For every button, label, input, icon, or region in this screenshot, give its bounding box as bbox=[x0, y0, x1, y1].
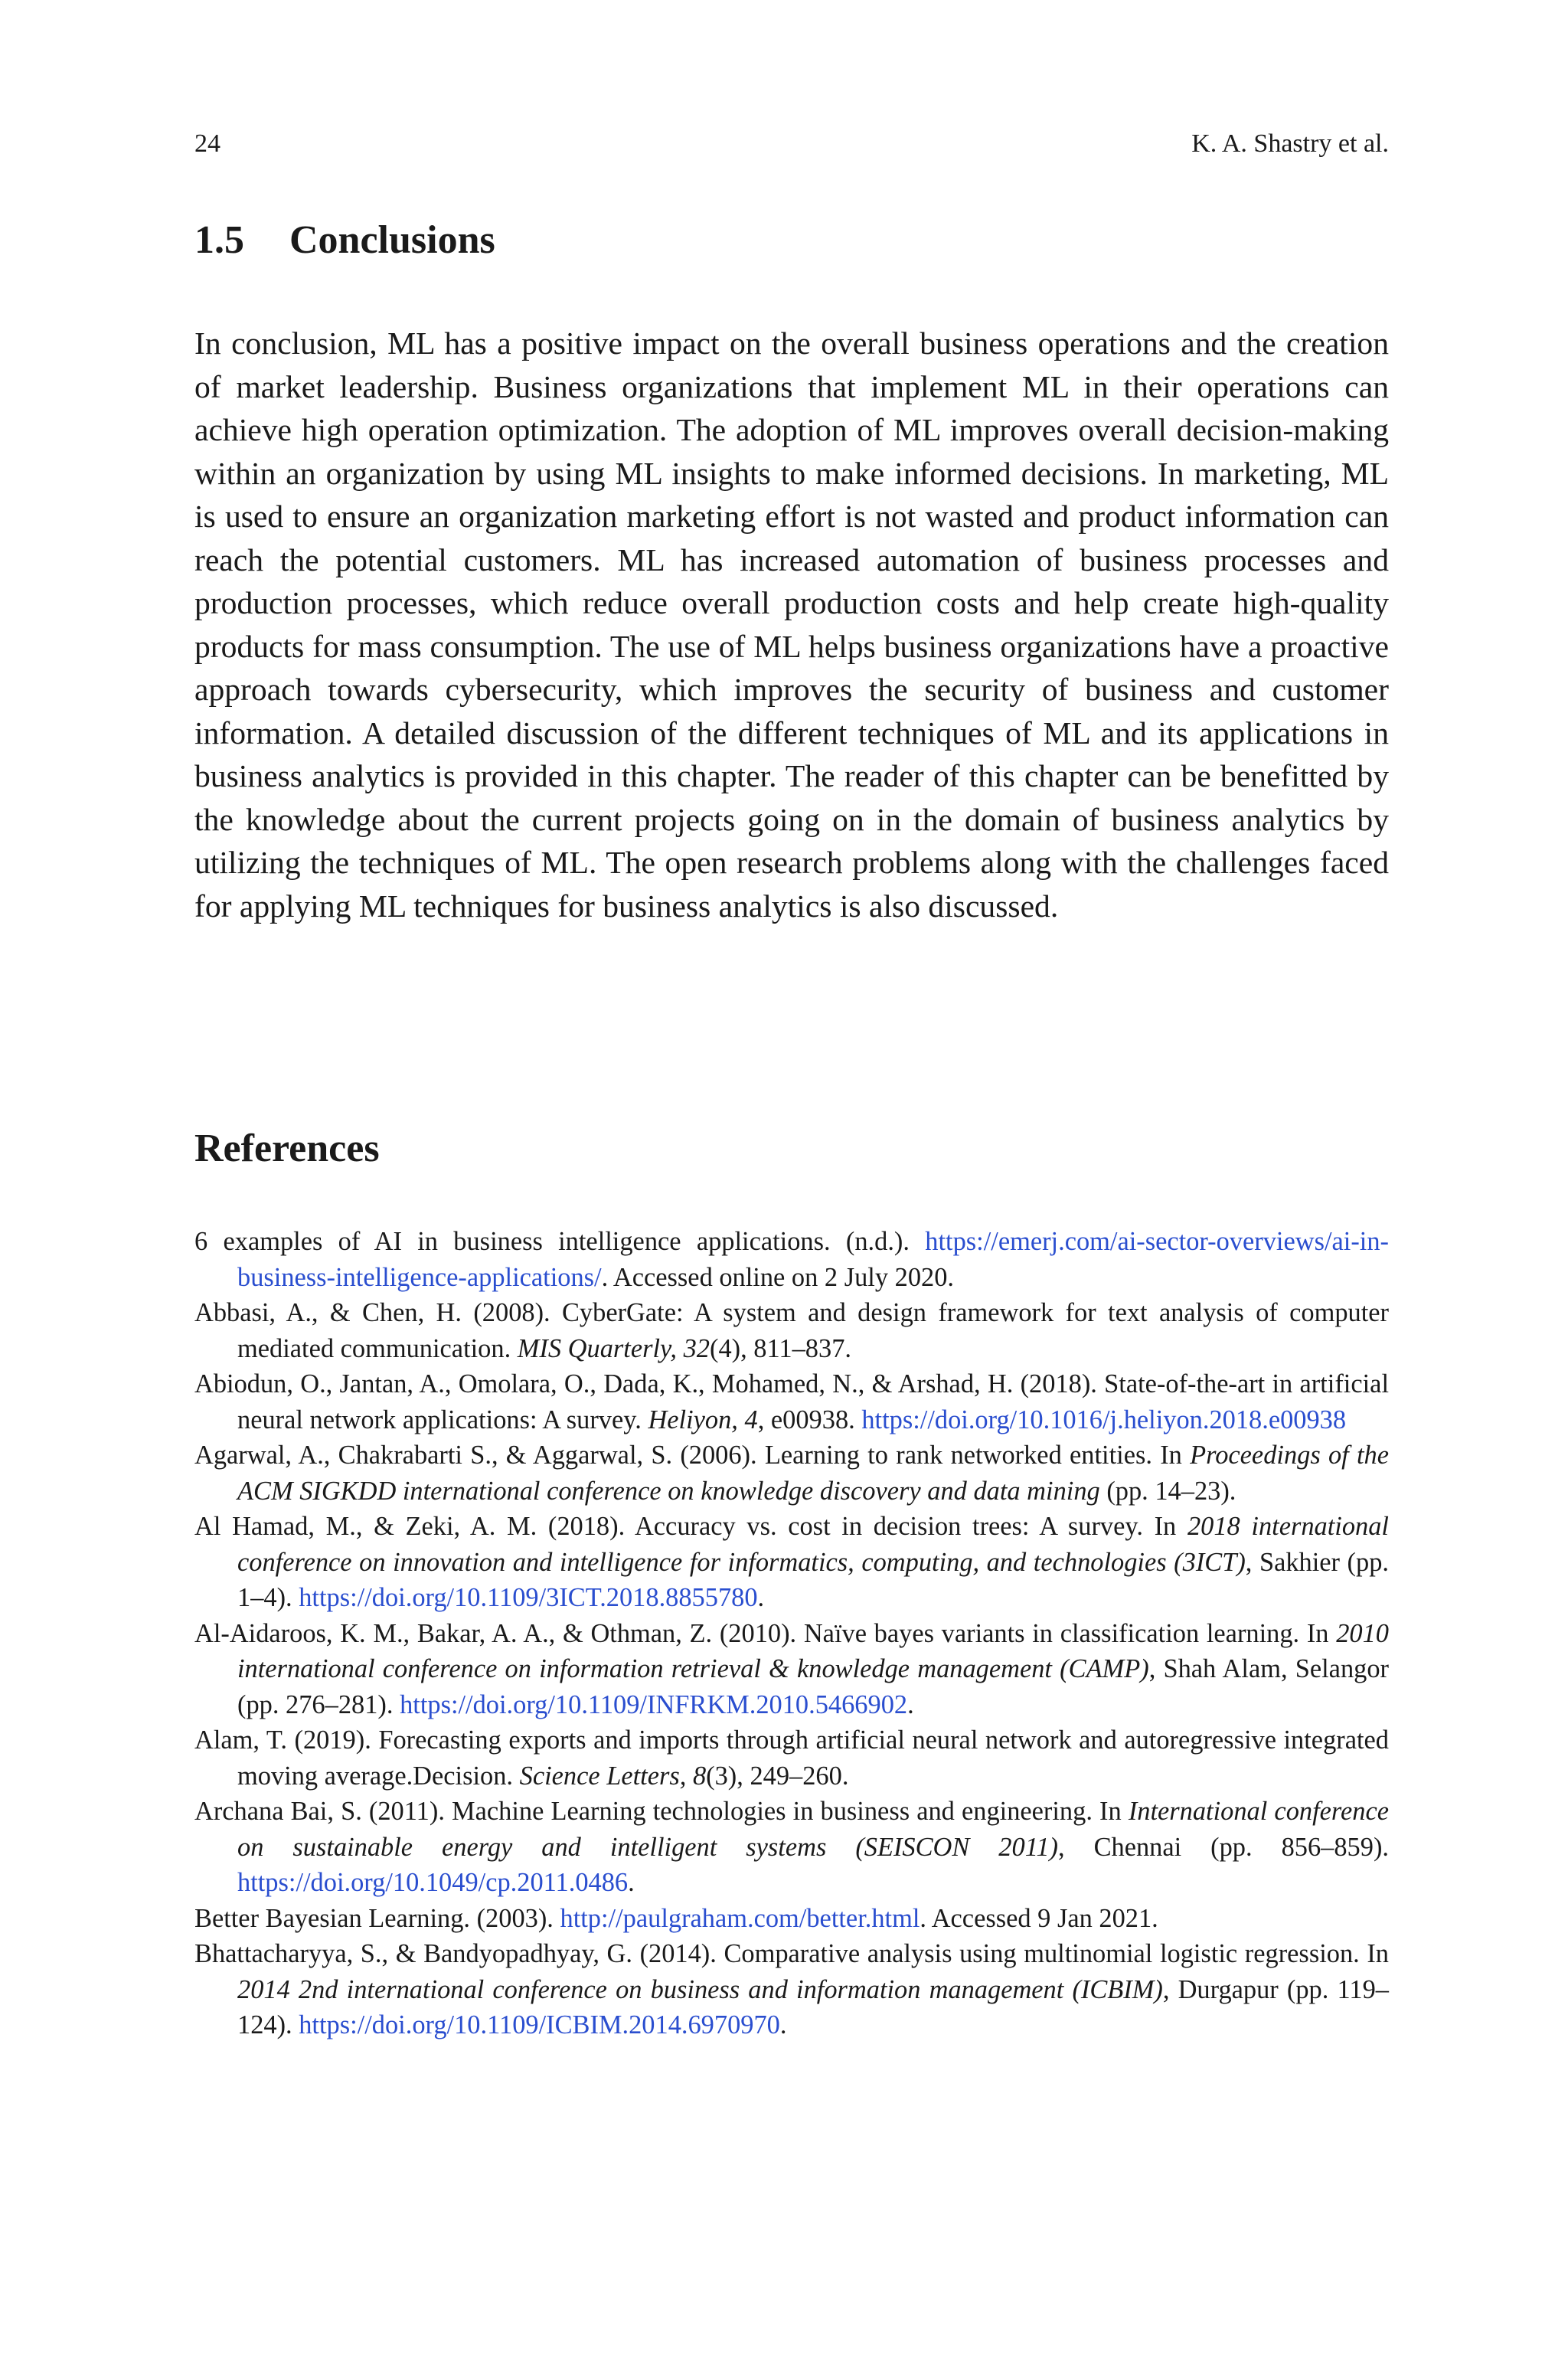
reference-text: Al Hamad, M., & Zeki, A. M. (2018). Accuracy vs. cost in decision trees: A survey. In bbox=[194, 1512, 1187, 1541]
reference-mid: , e00938. bbox=[757, 1405, 862, 1434]
running-head-authors: K. A. Shastry et al. bbox=[1191, 129, 1389, 158]
reference-mid: , Chennai (pp. 856–859). bbox=[1058, 1832, 1389, 1862]
reference-item bbox=[194, 1438, 1389, 1509]
references-heading: References bbox=[194, 1127, 380, 1170]
reference-link[interactable]: https://emerj.com/ai-sector-overviews/ai-in-business-intelligence-applications/ bbox=[237, 1227, 1389, 1292]
reference-text: Bhattacharyya, S., & Bandyopadhyay, G. (2014). Comparative analysis using multinomial logistic regression. In bbox=[194, 1939, 1389, 1968]
reference-source: 2014 2nd international conference on business and information management (ICBIM) bbox=[237, 1974, 1163, 2004]
section-heading bbox=[194, 218, 495, 263]
reference-item bbox=[194, 1616, 1389, 1723]
reference-list bbox=[194, 1224, 1389, 2043]
reference-tail: . bbox=[628, 1868, 635, 1897]
reference-source: Proceedings of the ACM SIGKDD international conference on knowledge discovery and data mining bbox=[237, 1441, 1389, 1506]
reference-item bbox=[194, 1936, 1389, 2043]
page-number: 24 bbox=[194, 129, 220, 158]
reference-source: Heliyon, 4 bbox=[648, 1405, 758, 1434]
reference-item bbox=[194, 1722, 1389, 1794]
reference-item bbox=[194, 1295, 1389, 1366]
reference-mid: , Durgapur (pp. 119–124). bbox=[237, 1974, 1389, 2039]
reference-link[interactable]: https://doi.org/10.1016/j.heliyon.2018.e00938 bbox=[861, 1405, 1347, 1434]
reference-text: 6 examples of AI in business intelligence applications. (n.d.). bbox=[194, 1227, 926, 1256]
reference-tail: . bbox=[907, 1689, 914, 1719]
reference-text: Archana Bai, S. (2011). Machine Learning technologies in business and engineering. In bbox=[194, 1797, 1129, 1826]
reference-text: Agarwal, A., Chakrabarti S., & Aggarwal, S. (2006). Learning to rank networked entities. In bbox=[194, 1441, 1191, 1470]
conclusion-paragraph: In conclusion, ML has a positive impact on the overall business operations and the creation of market leadership. Business organizations that implement ML in their operations can achieve high operation optimization. The adoption of ML improves overall decision-making within an organization by using ML insights to make informed decisions. In marketing, ML is used to ensure an organization marketing effort is not wasted and product information can reach the potential customers. ML has increased automation of business processes and production processes, which reduce overall production costs and help create high-quality products for mass consumption. The use of ML helps business organizations have a proactive approach towards cybersecurity, which improves the security of business and customer information. A detailed discussion of the different techniques of ML and its applications in business analytics is provided in this chapter. The reader of this chapter can be benefitted by the knowledge about the current projects going on in the domain of business analytics by utilizing the techniques of ML. The open research problems along with the challenges faced for applying ML techniques for business analytics is also discussed. bbox=[194, 325, 1389, 924]
reference-tail: . bbox=[779, 2010, 787, 2039]
reference-source: International conference on sustainable energy and intelligent systems (SEISCON 2011) bbox=[237, 1797, 1389, 1862]
reference-link[interactable]: https://doi.org/10.1109/INFRKM.2010.5466902 bbox=[400, 1689, 908, 1719]
reference-item bbox=[194, 1794, 1389, 1901]
reference-text: Abbasi, A., & Chen, H. (2008). CyberGate: A system and design framework for text analysis of computer mediated communication. bbox=[194, 1298, 1389, 1363]
reference-tail: . Accessed online on 2 July 2020. bbox=[601, 1262, 955, 1292]
reference-text: Alam, T. (2019). Forecasting exports and imports through artificial neural network and autoregressive integrated moving average.Decision. bbox=[194, 1725, 1389, 1791]
reference-link[interactable]: https://doi.org/10.1109/3ICT.2018.8855780 bbox=[299, 1583, 758, 1612]
reference-tail: . bbox=[757, 1583, 765, 1612]
reference-tail: . Accessed 9 Jan 2021. bbox=[920, 1903, 1158, 1933]
section-title: Conclusions bbox=[289, 218, 495, 262]
reference-item bbox=[194, 1901, 1389, 1937]
reference-source: Science Letters, 8 bbox=[519, 1761, 707, 1791]
reference-item bbox=[194, 1224, 1389, 1295]
reference-mid: , Shah Alam, Selangor (pp. 276–281). bbox=[237, 1654, 1389, 1719]
reference-link[interactable]: https://doi.org/10.1109/ICBIM.2014.6970970 bbox=[299, 2010, 780, 2039]
section-number: 1.5 bbox=[194, 218, 244, 262]
reference-item bbox=[194, 1366, 1389, 1438]
reference-link[interactable]: https://doi.org/10.1049/cp.2011.0486 bbox=[237, 1868, 629, 1897]
reference-source: MIS Quarterly, 32 bbox=[517, 1333, 710, 1363]
reference-source: 2018 international conference on innovation and intelligence for informatics, computing, and technologies (3ICT) bbox=[237, 1512, 1389, 1577]
reference-mid: , Sakhier (pp. 1–4). bbox=[237, 1547, 1389, 1612]
reference-text: Abiodun, O., Jantan, A., Omolara, O., Dada, K., Mohamed, N., & Arshad, H. (2018). State-of-the-art in artificial neural network applications: A survey. bbox=[194, 1369, 1389, 1434]
reference-link[interactable]: http://paulgraham.com/better.html bbox=[560, 1903, 920, 1933]
reference-source: 2010 international conference on information retrieval & knowledge management (CAMP) bbox=[237, 1618, 1389, 1683]
reference-item bbox=[194, 1509, 1389, 1616]
reference-tail: (3), 249–260. bbox=[706, 1761, 849, 1791]
reference-tail: (pp. 14–23). bbox=[1099, 1476, 1236, 1506]
reference-tail: (4), 811–837. bbox=[710, 1333, 851, 1363]
reference-text: Better Bayesian Learning. (2003). bbox=[194, 1903, 560, 1933]
reference-text: Al-Aidaroos, K. M., Bakar, A. A., & Othman, Z. (2010). Naïve bayes variants in classification learning. In bbox=[194, 1618, 1337, 1648]
